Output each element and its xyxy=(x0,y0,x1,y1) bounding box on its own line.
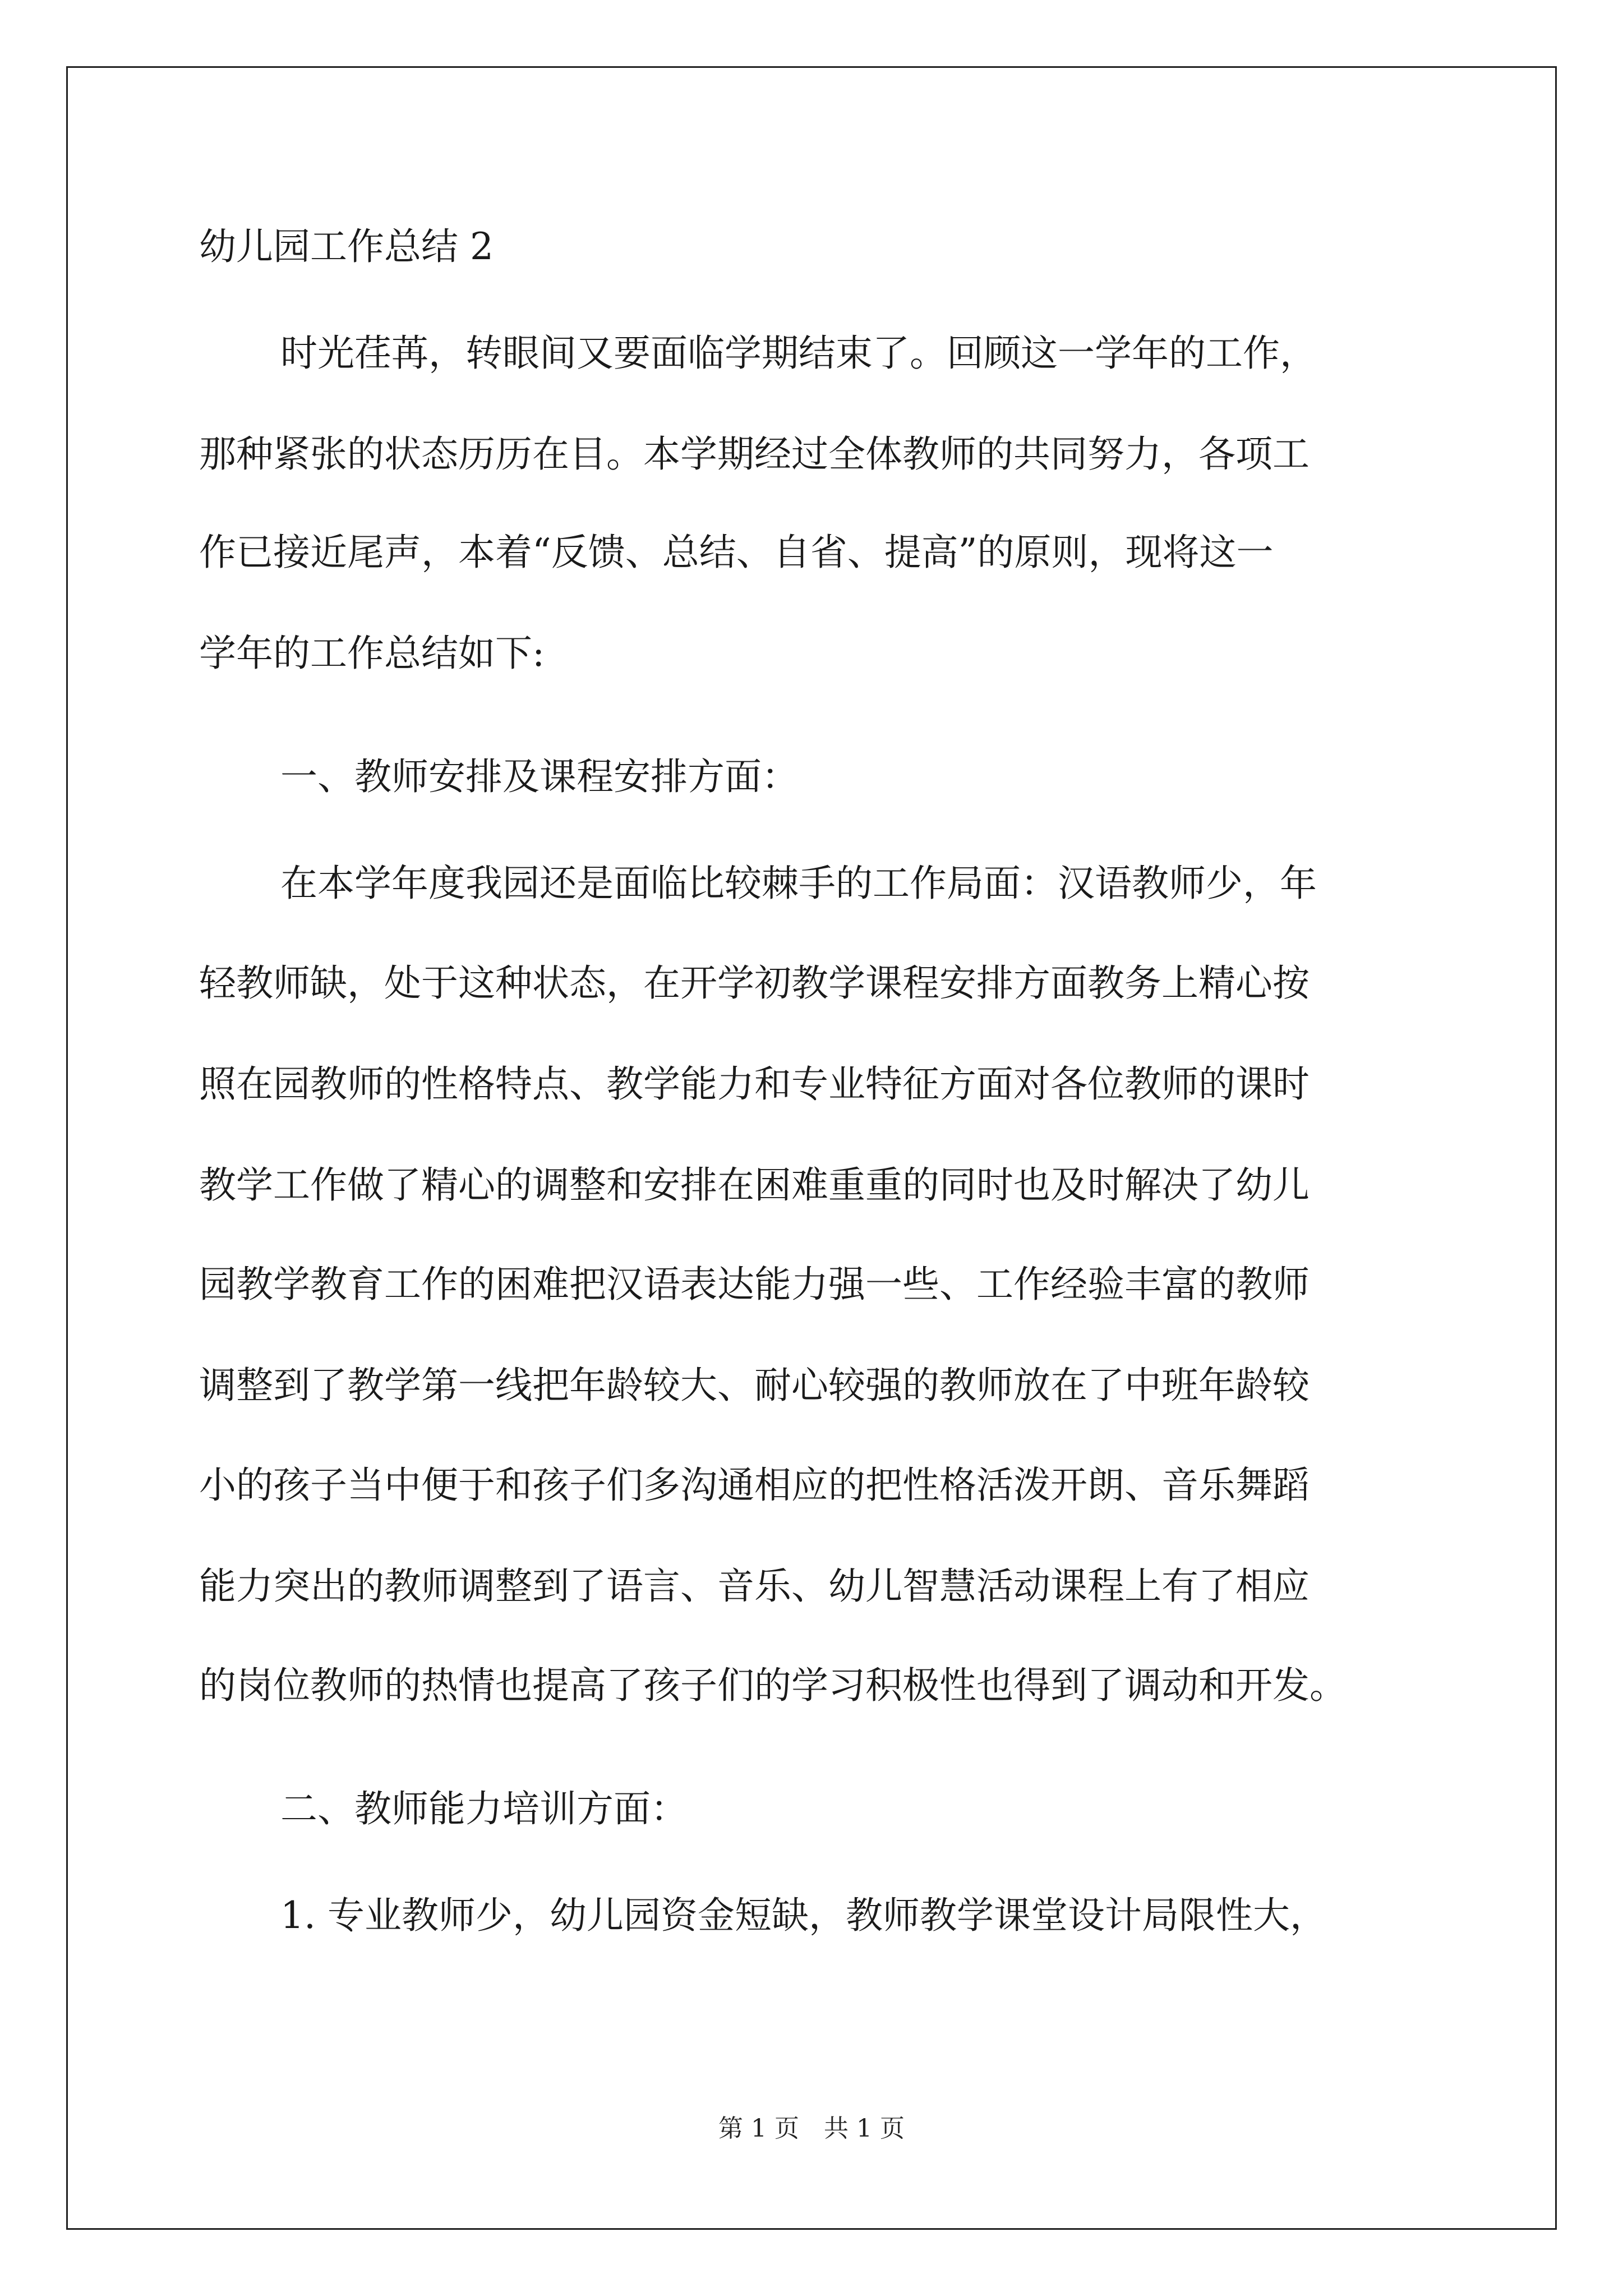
paragraph-line: 园教学教育工作的困难把汉语表达能力强一些、工作经验丰富的教师 xyxy=(199,1263,1310,1306)
paragraph-line: 照在园教师的性格特点、教学能力和专业特征方面对各位教师的课时 xyxy=(199,1062,1310,1106)
paragraph-line: 教学工作做了精心的调整和安排在困难重重的同时也及时解决了幼儿 xyxy=(199,1163,1310,1207)
paragraph-line: 轻教师缺，处于这种状态，在开学初教学课程安排方面教务上精心按 xyxy=(199,961,1310,1005)
paragraph-line: 调整到了教学第一线把年龄较大、耐心较强的教师放在了中班年龄较 xyxy=(199,1364,1310,1407)
paragraph-line: 学年的工作总结如下: xyxy=(199,632,545,675)
paragraph-line: 作已接近尾声，本着“反馈、总结、自省、提高”的原则，现将这一 xyxy=(199,531,1274,574)
section-heading: 一、教师安排及课程安排方面： xyxy=(280,755,799,798)
paragraph-line: 在本学年度我园还是面临比较棘手的工作局面：汉语教师少，年 xyxy=(280,862,1317,905)
paragraph-line: 1. 专业教师少，幼儿园资金短缺，教师教学课堂设计局限性大， xyxy=(280,1894,1327,1937)
paragraph-line: 那种紧张的状态历历在目。本学期经过全体教师的共同努力，各项工 xyxy=(199,432,1310,476)
paragraph-line: 的岗位教师的热情也提高了孩子们的学习积极性也得到了调动和开发。 xyxy=(199,1664,1347,1707)
document-title: 幼儿园工作总结 2 xyxy=(199,225,494,268)
paragraph-line: 能力突出的教师调整到了语言、音乐、幼儿智慧活动课程上有了相应 xyxy=(199,1565,1310,1608)
page-footer: 第 1 页 共 1 页 xyxy=(718,2114,905,2143)
paragraph-line: 时光荏苒，转眼间又要面临学期结束了。回顾这一学年的工作， xyxy=(280,332,1317,375)
paragraph-line: 小的孩子当中便于和孩子们多沟通相应的把性格活泼开朗、音乐舞蹈 xyxy=(199,1464,1310,1507)
section-heading: 二、教师能力培训方面： xyxy=(280,1787,688,1830)
